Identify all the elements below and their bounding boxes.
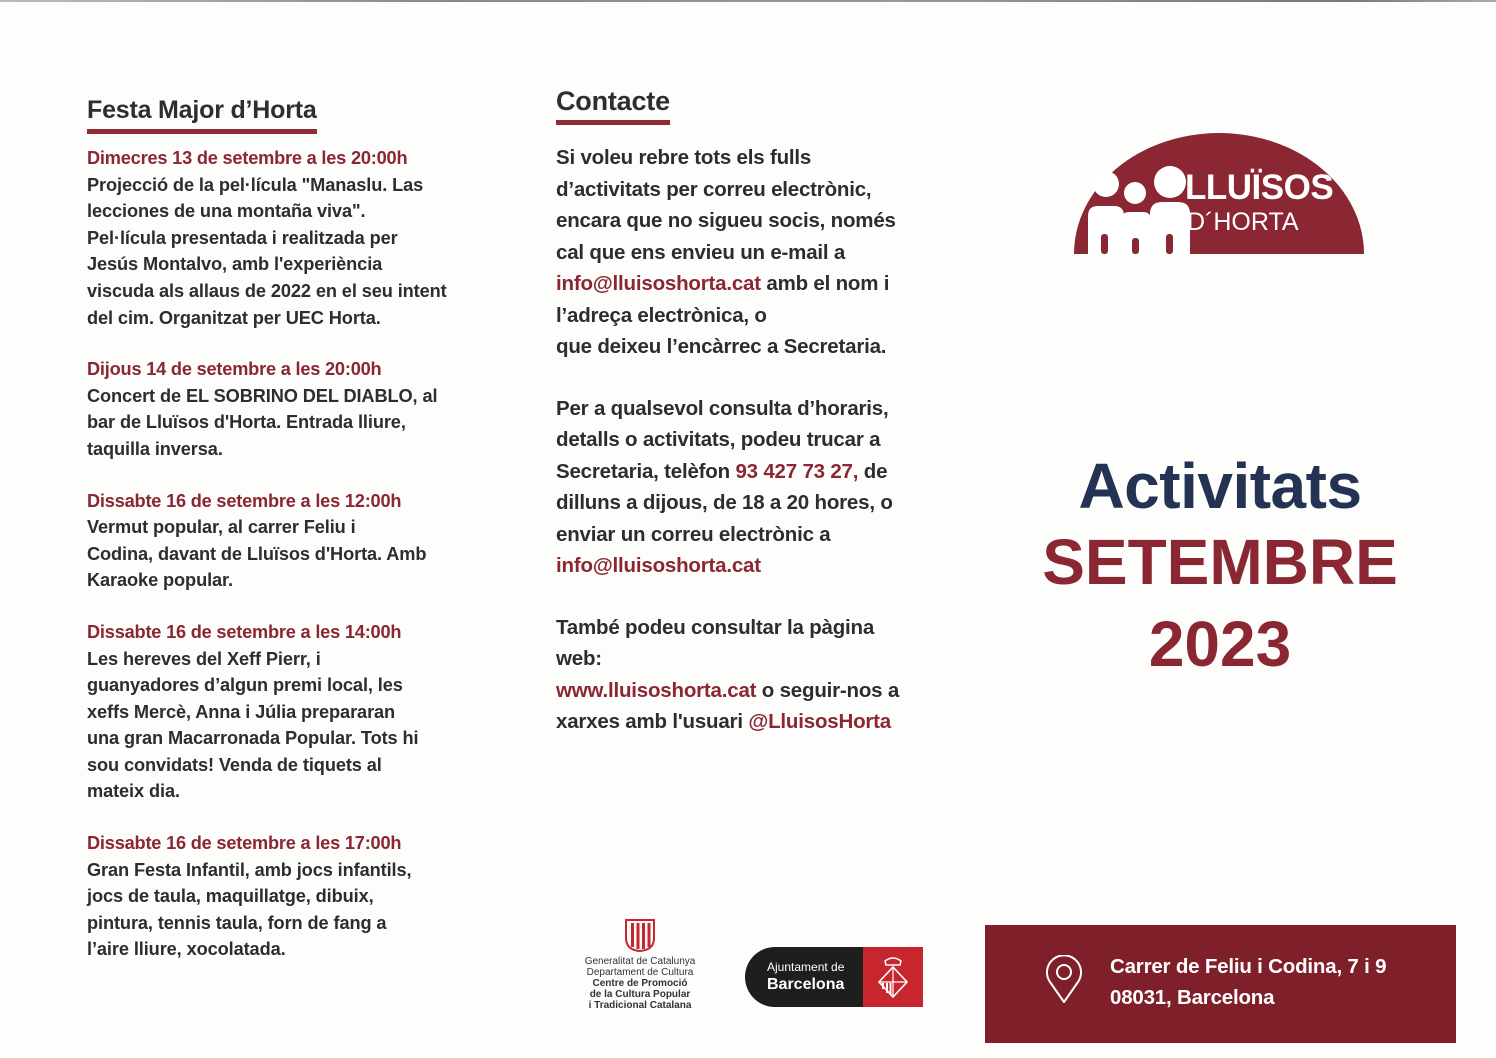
contact-paragraph-web (556, 612, 956, 738)
website-link[interactable]: www.lluisoshorta.cat (556, 678, 757, 702)
title-block (1010, 446, 1430, 684)
text-fragment: amb el nom i (760, 272, 890, 295)
text-line: dilluns a dijous, de 18 a 20 hores, o (556, 491, 893, 514)
text-line: detalls o activitats, podeu trucar a (556, 428, 881, 451)
barcelona-crest-icon (873, 953, 913, 1001)
senyera-shield-icon (624, 918, 656, 952)
event-date: Dissabte 16 de setembre a les 17:00h (87, 833, 402, 854)
text-line (556, 456, 956, 488)
contact-paragraph-phone (556, 393, 956, 582)
text-line (556, 675, 956, 707)
gencat-line: Departament de Cultura (586, 967, 694, 978)
text-fragment: de (858, 459, 888, 483)
logo-wordmark-line2: D´HORTA (1187, 208, 1299, 236)
text-fragment: Secretaria, telèfon (556, 459, 736, 483)
event-date: Dimecres 13 de setembre a les 20:00h (87, 148, 408, 168)
festa-major-column (87, 96, 487, 963)
event-item (87, 488, 487, 594)
title-year: 2023 (1148, 608, 1292, 680)
text-line: l’adreça electrònica, o (556, 303, 767, 327)
address-line1: Carrer de Feliu i Codina, 7 i 9 (1110, 955, 1387, 978)
event-item (87, 145, 487, 331)
contacte-column (556, 86, 956, 738)
ajuntament-text-block (745, 947, 863, 1007)
festa-major-title: Festa Major d’Horta (87, 96, 317, 134)
event-description: Concert de EL SOBRINO DEL DIABLO, al bar de Lluïsos d'Horta. Entrada lliure, taquilla inversa. (87, 385, 438, 459)
event-description: Les hereves del Xeff Pierr, i guanyadores d’algun premi local, les xeffs Mercè, Anna i Júlia prepararan una gran Macarronada Popular. Tots hi sou convidats! Venda de tiquets al mateix dia. (87, 648, 419, 802)
text-fragment: o seguir-nos a (756, 678, 900, 702)
gencat-line: i Tradicional Catalana (588, 1000, 692, 1011)
event-date: Dissabte 16 de setembre a les 12:00h (87, 490, 402, 511)
event-description: Projecció de la pel·lícula "Manaslu. Las lecciones de una montaña viva". Pel·lícula presentada i realitzada per Jesús Montalvo, amb l'experiència viscuda als allaus de 2022 en el seu intent del cim. Organitzat per UEC Horta. (87, 174, 447, 328)
ajuntament-barcelona-logo (745, 947, 923, 1007)
scan-edge (0, 0, 1496, 2)
ajuntament-line: Ajuntament de (767, 960, 845, 974)
text-line: que deixeu l’encàrrec a Secretaria. (556, 335, 887, 358)
barcelona-crest-block (863, 947, 923, 1007)
contacte-title: Contacte (556, 86, 670, 125)
generalitat-logo (574, 918, 706, 1011)
text-line (556, 706, 956, 738)
title-activitats: Activitats (1078, 450, 1362, 522)
text-line: d’activitats per correu electrònic, (556, 177, 872, 201)
event-description: Gran Festa Infantil, amb jocs infantils, jocs de taula, maquillatge, dibuix, pintura, tennis taula, forn de fang a l’aire lliure, xocolatada. (87, 859, 412, 960)
event-item (87, 619, 487, 805)
contact-paragraph-newsletter (556, 142, 956, 363)
location-pin-icon (1045, 955, 1083, 1005)
email-link[interactable]: info@lluisoshorta.cat (556, 554, 761, 577)
gencat-line: de la Cultura Popular (589, 989, 691, 1000)
text-line: Per a qualsevol consulta d’horaris, (556, 396, 889, 420)
event-item (87, 830, 487, 963)
text-fragment: xarxes amb l'usuari (556, 710, 749, 733)
text-line: web: (556, 647, 602, 670)
email-link[interactable]: info@lluisoshorta.cat (556, 272, 761, 295)
text-line: encara que no sigueu socis, només (556, 209, 896, 232)
event-item (87, 356, 487, 462)
text-line: També podeu consultar la pàgina (556, 615, 875, 639)
event-date: Dissabte 16 de setembre a les 14:00h (87, 621, 402, 642)
address-band (985, 925, 1456, 1043)
title-month: SETEMBRE (1042, 526, 1398, 598)
text-line: cal que ens envieu un e-mail a (556, 240, 846, 264)
address-line2: 08031, Barcelona (1110, 986, 1275, 1009)
address-text (1110, 951, 1386, 1013)
logo-wordmark-line1: LLUÏSOS (1185, 168, 1334, 207)
text-line (556, 268, 956, 300)
text-line: Si voleu rebre tots els fulls (556, 146, 812, 169)
social-handle-link[interactable]: @LluisosHorta (748, 710, 891, 733)
gencat-line: Centre de Promoció (592, 978, 688, 989)
event-date: Dijous 14 de setembre a les 20:00h (87, 359, 382, 380)
event-description: Vermut popular, al carrer Feliu i Codina, davant de Lluïsos d'Horta. Amb Karaoke popular. (87, 517, 427, 591)
gencat-line: Generalitat de Catalunya (584, 956, 696, 967)
ajuntament-line: Barcelona (767, 976, 845, 993)
phone-link[interactable]: 93 427 73 27, (735, 459, 859, 483)
text-line: enviar un correu electrònic a (556, 522, 831, 546)
